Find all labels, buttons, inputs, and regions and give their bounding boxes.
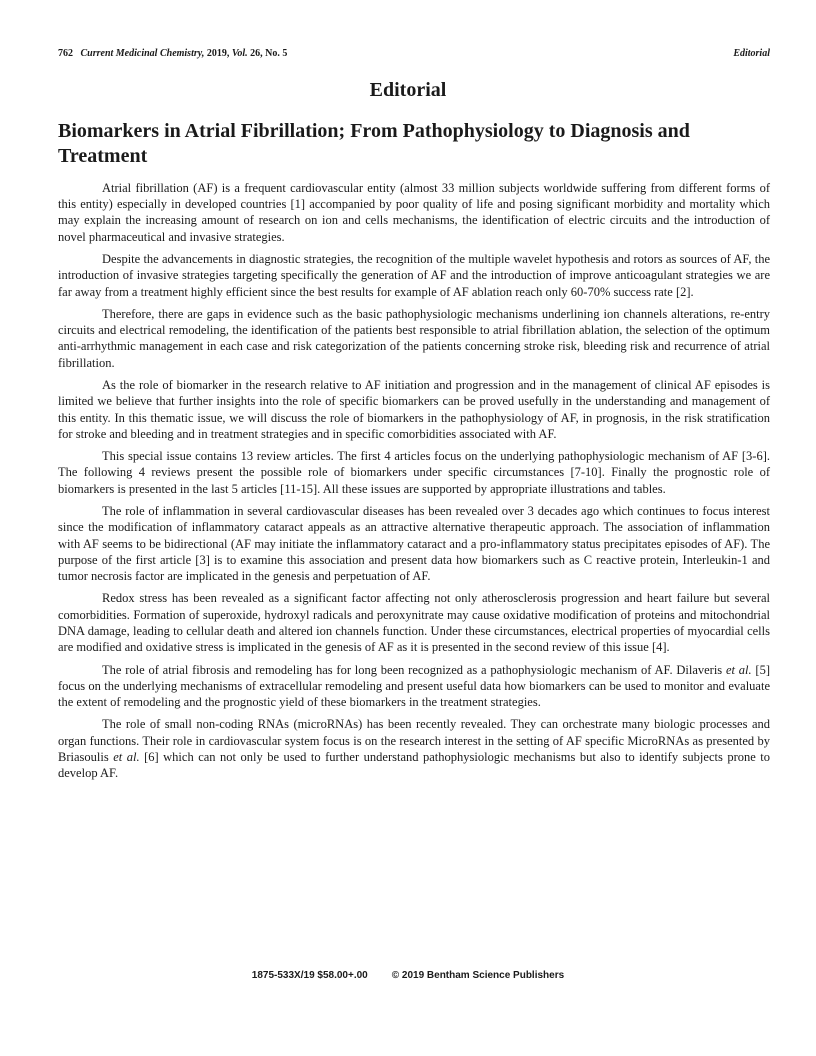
body-paragraph — [58, 716, 770, 781]
header-section-label: Editorial — [733, 48, 770, 59]
journal-year: 2019, — [206, 48, 230, 59]
body-paragraph — [58, 662, 770, 711]
journal-issue: No. 5 — [265, 48, 288, 59]
running-header — [58, 48, 770, 62]
body-paragraph: Despite the advancements in diagnostic strategies, the recognition of the multiple wavelet hypothesis and rotors as sources of AF, the introduction of invasive strategies targeting specifically the generation of AF and the introduction of improve anticoagulant strategies we are far away from a treatment highly efficient since the best results for example of AF ablation reach only 60-70% success rate [2]. — [58, 252, 770, 299]
article-body — [58, 180, 770, 788]
volume-label: Vol. — [231, 48, 248, 59]
et-al-italic: et al. — [113, 749, 140, 764]
paragraph-text: [5] focus on the underlying mechanisms of extracellular remodeling and present useful data how biomarkers can be used to monitor and evaluate the extent of remodeling and the prognostic yield of these biomarkers in the treatment strategies. — [58, 662, 771, 709]
article-title: Biomarkers in Atrial Fibrillation; From Pathophysiology to Diagnosis and Treatment — [58, 120, 690, 167]
journal-volume: 26, — [250, 48, 263, 59]
issn-price: 1875-533X/19 $58.00+.00 — [251, 970, 368, 981]
paragraph-text: The role of atrial fibrosis and remodeling has for long been recognized as a pathophysiologic mechanism of AF. Dilaveris — [102, 662, 726, 677]
page-footer — [0, 970, 816, 981]
page-number: 762 — [58, 48, 73, 59]
body-paragraph: Redox stress has been revealed as a significant factor affecting not only atherosclerosis progression and heart failure but several comorbidities. Formation of superoxide, hydroxyl radicals and peroxynitrate may cause oxidative modification of proteins and mitochondrial DNA damage, leading to cellular death and altered ion channels function. Under these circumstances, electrical properties of myocardial cells are modified and oxidative stress is implicated in the genesis of AF as it is presented in the second review of this issue [4]. — [58, 591, 770, 655]
body-paragraph: As the role of biomarker in the research relative to AF initiation and progression and in the management of clinical AF episodes is limited we believe that further insights into the role of specific biomarkers can be proved usefully in the understanding and management of this entity. In this thematic issue, we will discuss the role of biomarkers in the pathophysiology of AF, in prognosis, in the risk stratification for stroke and bleeding and in treatment strategies and in specific comorbidities associated with AF. — [58, 378, 770, 441]
et-al-italic: et al. — [725, 662, 752, 677]
header-citation — [58, 48, 287, 59]
section-heading: Editorial — [369, 79, 447, 101]
journal-name: Current Medicinal Chemistry, — [80, 48, 205, 59]
body-paragraph: The role of inflammation in several cardiovascular diseases has been revealed over 3 decades ago which continues to focus interest since the modification of inflammatory cataract appeals as an attractive alternative therapeutic approach. The association of inflammation with AF seems to be bidirectional (AF may initiate the inflammatory cataract and a pro-inflammatory status precipitates episodes of AF). The purpose of the first article [3] is to examine this association and present data how biomarkers such as C reactive protein, Interleukin-1 and tumor necrosis factor are implicated in the genesis and perpetuation of AF. — [58, 504, 770, 583]
body-paragraph: Atrial fibrillation (AF) is a frequent cardiovascular entity (almost 33 million subjects worldwide suffering from different forms of this entity) especially in developed countries [1] accompanied by poor quality of life and posing significant morbidity and mortality which may explain the increasing amount of research on ion and cells mechanisms, the identification of electric circuits and the introduction of novel pharmaceutical and invasive strategies. — [58, 181, 770, 244]
paragraph-text: The role of small non-coding RNAs (microRNAs) has been recently revealed. They can orchestrate many biologic processes and organ functions. Their role in cardiovascular system focus is on the research interest in the setting of AF specific MicroRNAs as presented by Briasoulis — [58, 717, 770, 764]
copyright-notice: © 2019 Bentham Science Publishers — [391, 970, 565, 981]
body-paragraph: Therefore, there are gaps in evidence such as the basic pathophysiologic mechanisms underlining ion channels alterations, re-entry circuits and electrical remodeling, the identification of the patients best responsible to atrial fibrillation ablation, the selection of the optimum anti-arrhythmic management in each case and risk categorization of the patients concerning stroke risk, bleeding risk and recurrence of atrial fibrillation. — [58, 307, 770, 370]
paragraph-text: [6] which can not only be used to further understand pathophysiologic mechanisms but also to identify subjects prone to develop AF. — [58, 749, 771, 781]
body-paragraph: This special issue contains 13 review articles. The first 4 articles focus on the underlying pathophysiologic mechanism of AF [3-6]. The following 4 reviews present the possible role of biomarkers under specific circumstances [7-10]. Finally the prognostic role of biomarkers is presented in the last 5 articles [11-15]. All these issues are supported by appropriate illustrations and tables. — [58, 449, 770, 496]
